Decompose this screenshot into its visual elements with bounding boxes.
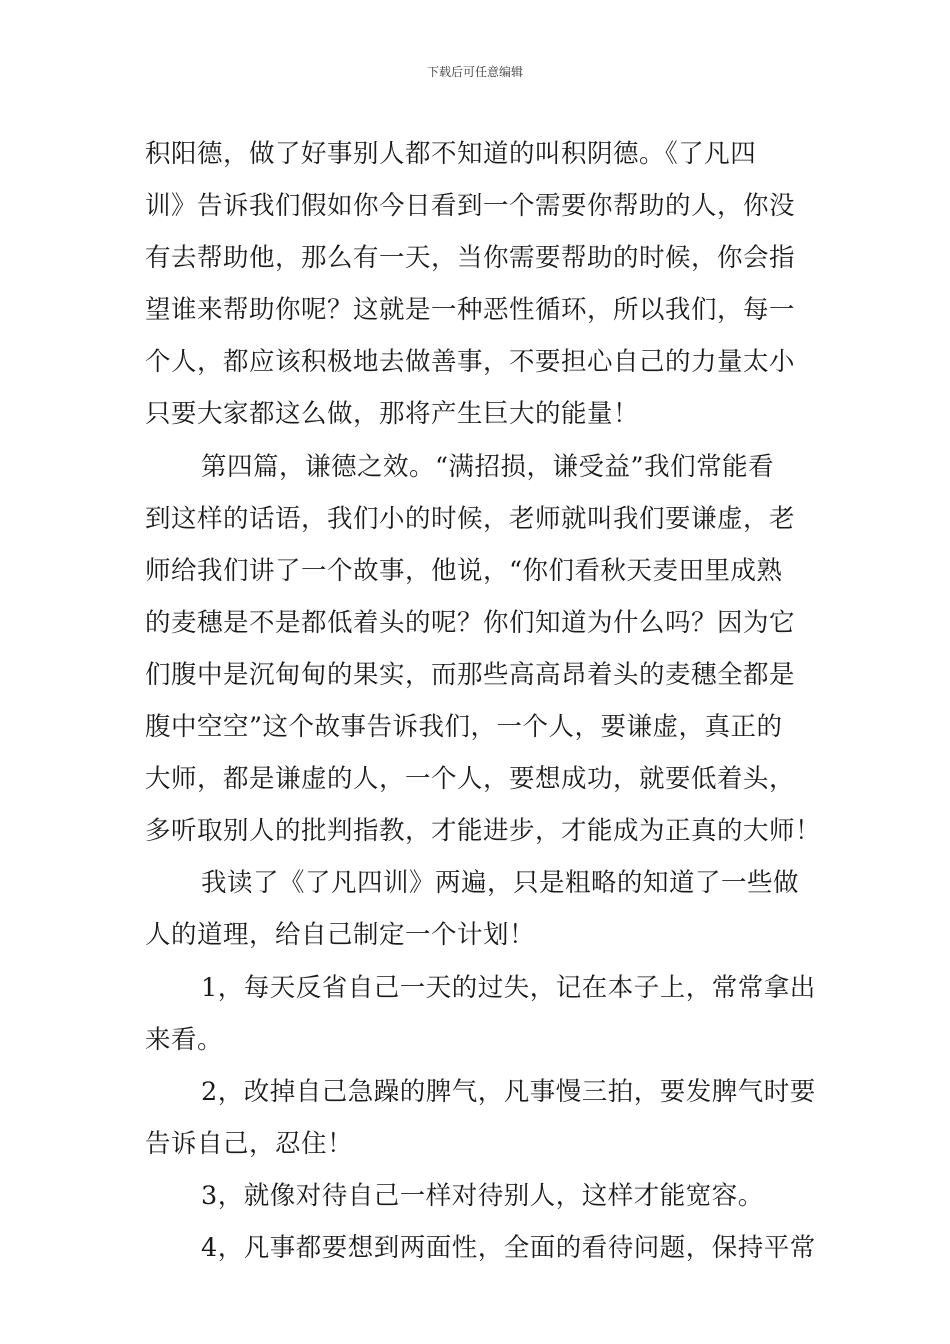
page-header: 下载后可任意编辑 [426,65,523,79]
text-line: 有去帮助他，那么有一天，当你需要帮助的时候，你会指 [145,243,796,274]
text-line: 个人，都应该积极地去做善事，不要担心自己的力量太小 [145,347,796,378]
text-line: 到这样的话语，我们小的时候，老师就叫我们要谦虚，老 [145,503,796,534]
text-line: 4，凡事都要想到两面性，全面的看待问题，保持平常 [201,1232,816,1263]
text-line: 3，就像对待自己一样对待别人，这样才能宽容。 [201,1180,764,1211]
text-line: 积阳德，做了好事别人都不知道的叫积阴德。《了凡四 [145,139,757,169]
text-line: 多听取别人的批判指教，才能进步，才能成为正真的大师！ [145,816,822,847]
text-line: 人的道理，给自己制定一个计划！ [145,920,536,951]
text-line: 来看。 [145,1024,224,1055]
text-line: 训》告诉我们假如你今日看到一个需要你帮助的人，你没 [145,191,796,222]
text-line: 的麦穗是不是都低着头的呢？你们知道为什么吗？因为它 [145,607,796,638]
text-line: 我读了《了凡四训》两遍，只是粗略的知道了一些做 [201,868,800,899]
text-line: 大师，都是谦虚的人，一个人，要想成功，就要低着头， [145,764,796,795]
text-line: 第四篇，谦德之效。“满招损，谦受益”我们常能看 [201,451,775,482]
text-line: 望谁来帮助你呢？这就是一种恶性循环，所以我们，每一 [145,295,796,326]
text-line: 1，每天反省自己一天的过失，记在本子上，常常拿出 [201,972,816,1003]
text-line: 只要大家都这么做，那将产生巨大的能量！ [145,399,640,430]
text-line: 师给我们讲了一个故事，他说，“你们看秋天麦田里成熟 [145,555,783,586]
text-line: 们腹中是沉甸甸的果实，而那些高高昂着头的麦穗全都是 [145,659,796,690]
text-line: 2，改掉自己急躁的脾气，凡事慢三拍，要发脾气时要 [201,1076,816,1107]
text-line: 告诉自己，忍住！ [145,1128,354,1159]
text-line: 腹中空空”这个故事告诉我们，一个人，要谦虚，真正的 [145,712,783,743]
document-body [145,128,822,1274]
